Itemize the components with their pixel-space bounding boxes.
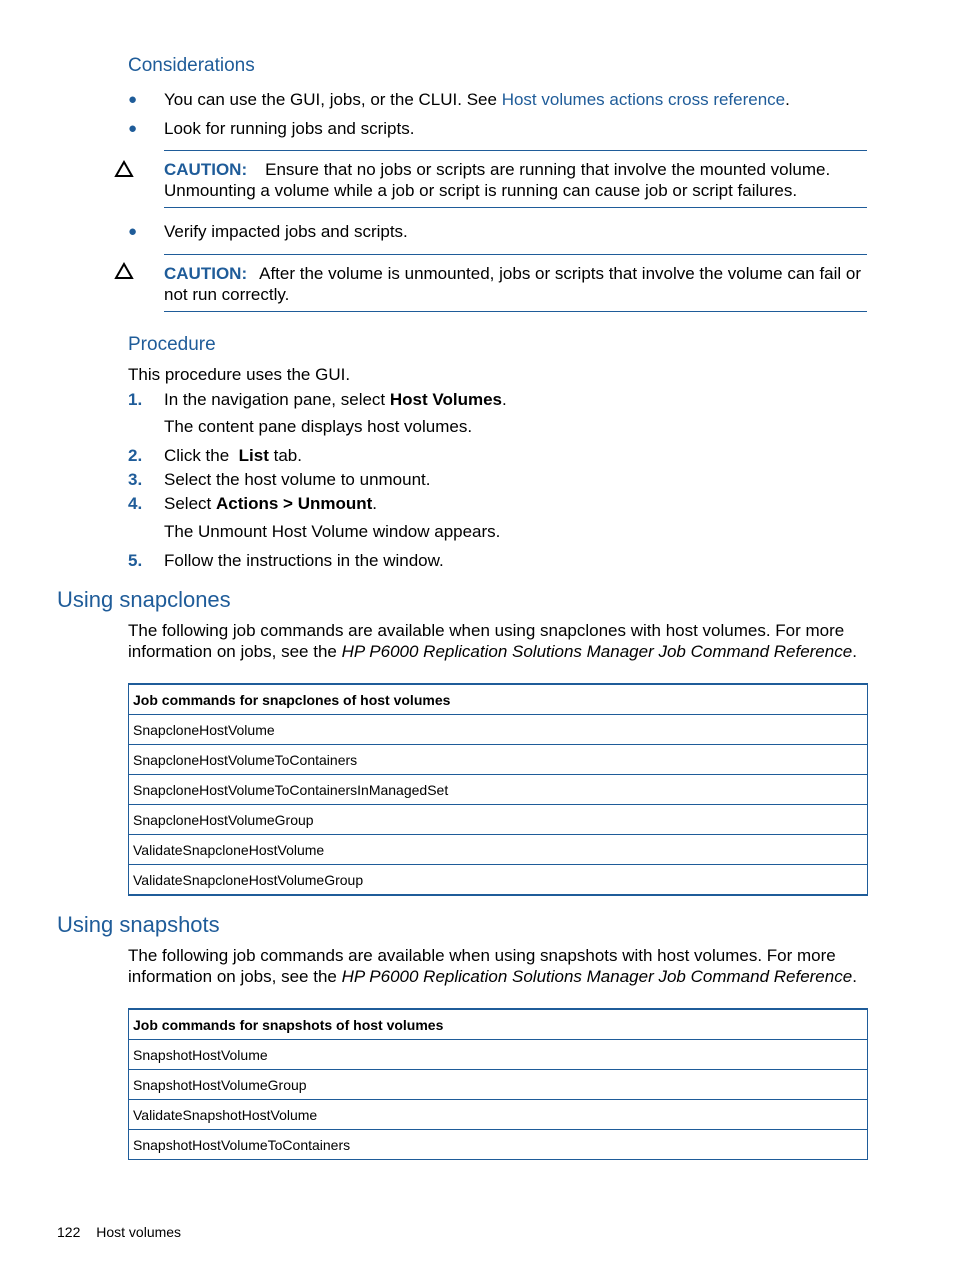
step-note: The content pane displays host volumes. (164, 417, 473, 436)
bullet-text-end: . (785, 90, 790, 109)
step-bold-text: Host Volumes (389, 390, 502, 409)
table-cell: SnapshotHostVolumeGroup (129, 1070, 868, 1100)
caution-text: Ensure that no jobs or scripts are running that involve the mounted volume. (265, 160, 831, 179)
paragraph-line: The following job commands are available when using snapclones with host volumes. For more (128, 621, 845, 640)
paragraph-text: information on jobs, see the (128, 642, 342, 661)
paragraph-text: information on jobs, see the (128, 967, 342, 986)
bullet-text: Verify impacted jobs and scripts. (164, 222, 408, 241)
snapshots-command-table (128, 1008, 868, 1160)
paragraph-text-end: . (852, 967, 857, 986)
caution-box-unmounted-volume (164, 254, 867, 312)
bullet-text: Look for running jobs and scripts. (164, 119, 415, 138)
caution-text: After the volume is unmounted, jobs or scripts that involve the volume can fail or (259, 264, 862, 283)
paragraph-line: The following job commands are available when using snapshots with host volumes. For more (128, 946, 836, 965)
step-text: Select the host volume to unmount. (164, 470, 431, 489)
table-cell: SnapcloneHostVolume (129, 715, 868, 745)
bullet-icon: ● (128, 91, 138, 108)
reference-title: HP P6000 Replication Solutions Manager Job Command Reference (341, 642, 853, 661)
caution-text-line2: Unmounting a volume while a job or script is running can cause job or script failures. (164, 181, 798, 200)
bullet-text: You can use the GUI, jobs, or the CLUI. See (164, 90, 502, 109)
step-note: The Unmount Host Volume window appears. (164, 522, 501, 541)
snapclones-heading: Using snapclones (57, 587, 231, 612)
snapclones-paragraph (128, 620, 868, 662)
step-text-end: . (501, 390, 507, 409)
step-bold-text: Actions > Unmount (215, 494, 373, 513)
reference-title: HP P6000 Replication Solutions Manager Job Command Reference (341, 967, 853, 986)
procedure-heading: Procedure (128, 334, 216, 355)
table-cell: SnapcloneHostVolumeToContainers (129, 745, 868, 775)
step-number: 2. (128, 446, 143, 465)
step-text: Select (164, 494, 216, 513)
table-cell: SnapcloneHostVolumeToContainersInManagedSet (129, 775, 868, 805)
snapshots-paragraph (128, 945, 868, 987)
page-footer (57, 1224, 181, 1240)
table-header: Job commands for snapshots of host volumes (129, 1009, 868, 1040)
table-cell: ValidateSnapcloneHostVolume (129, 835, 868, 865)
footer-section-title: Host volumes (96, 1224, 182, 1240)
table-header: Job commands for snapclones of host volumes (129, 684, 868, 715)
step-number: 4. (128, 494, 143, 513)
step-text: Follow the instructions in the window. (164, 551, 444, 570)
procedure-intro: This procedure uses the GUI. (128, 365, 351, 384)
paragraph-text-end: . (852, 642, 857, 661)
table-cell: ValidateSnapcloneHostVolumeGroup (129, 865, 868, 896)
caution-label: CAUTION: (164, 264, 248, 283)
caution-label: CAUTION: (164, 160, 248, 179)
considerations-heading: Considerations (128, 55, 255, 76)
snapclones-command-table (128, 683, 868, 896)
snapshots-heading: Using snapshots (57, 912, 220, 937)
step-text-end: . (372, 494, 378, 513)
bullet-icon: ● (128, 120, 138, 137)
step-number: 3. (128, 470, 143, 489)
table-cell: SnapshotHostVolumeToContainers (129, 1130, 868, 1160)
page-number: 122 (57, 1224, 81, 1240)
step-text: In the navigation pane, select (164, 390, 390, 409)
caution-box-running-jobs (164, 150, 867, 208)
table-cell: SnapshotHostVolume (129, 1040, 868, 1070)
caution-triangle-icon (114, 262, 134, 285)
step-text-end: tab. (268, 446, 302, 465)
step-text: Click the (164, 446, 239, 465)
caution-text-line2: not run correctly. (164, 285, 290, 304)
host-volumes-cross-reference-link[interactable]: Host volumes actions cross reference (501, 90, 786, 109)
table-cell: SnapcloneHostVolumeGroup (129, 805, 868, 835)
caution-triangle-icon (114, 160, 134, 183)
step-bold-text: List (238, 446, 269, 465)
step-number: 5. (128, 551, 143, 570)
bullet-icon: ● (128, 223, 138, 240)
step-number: 1. (128, 390, 143, 409)
table-cell: ValidateSnapshotHostVolume (129, 1100, 868, 1130)
